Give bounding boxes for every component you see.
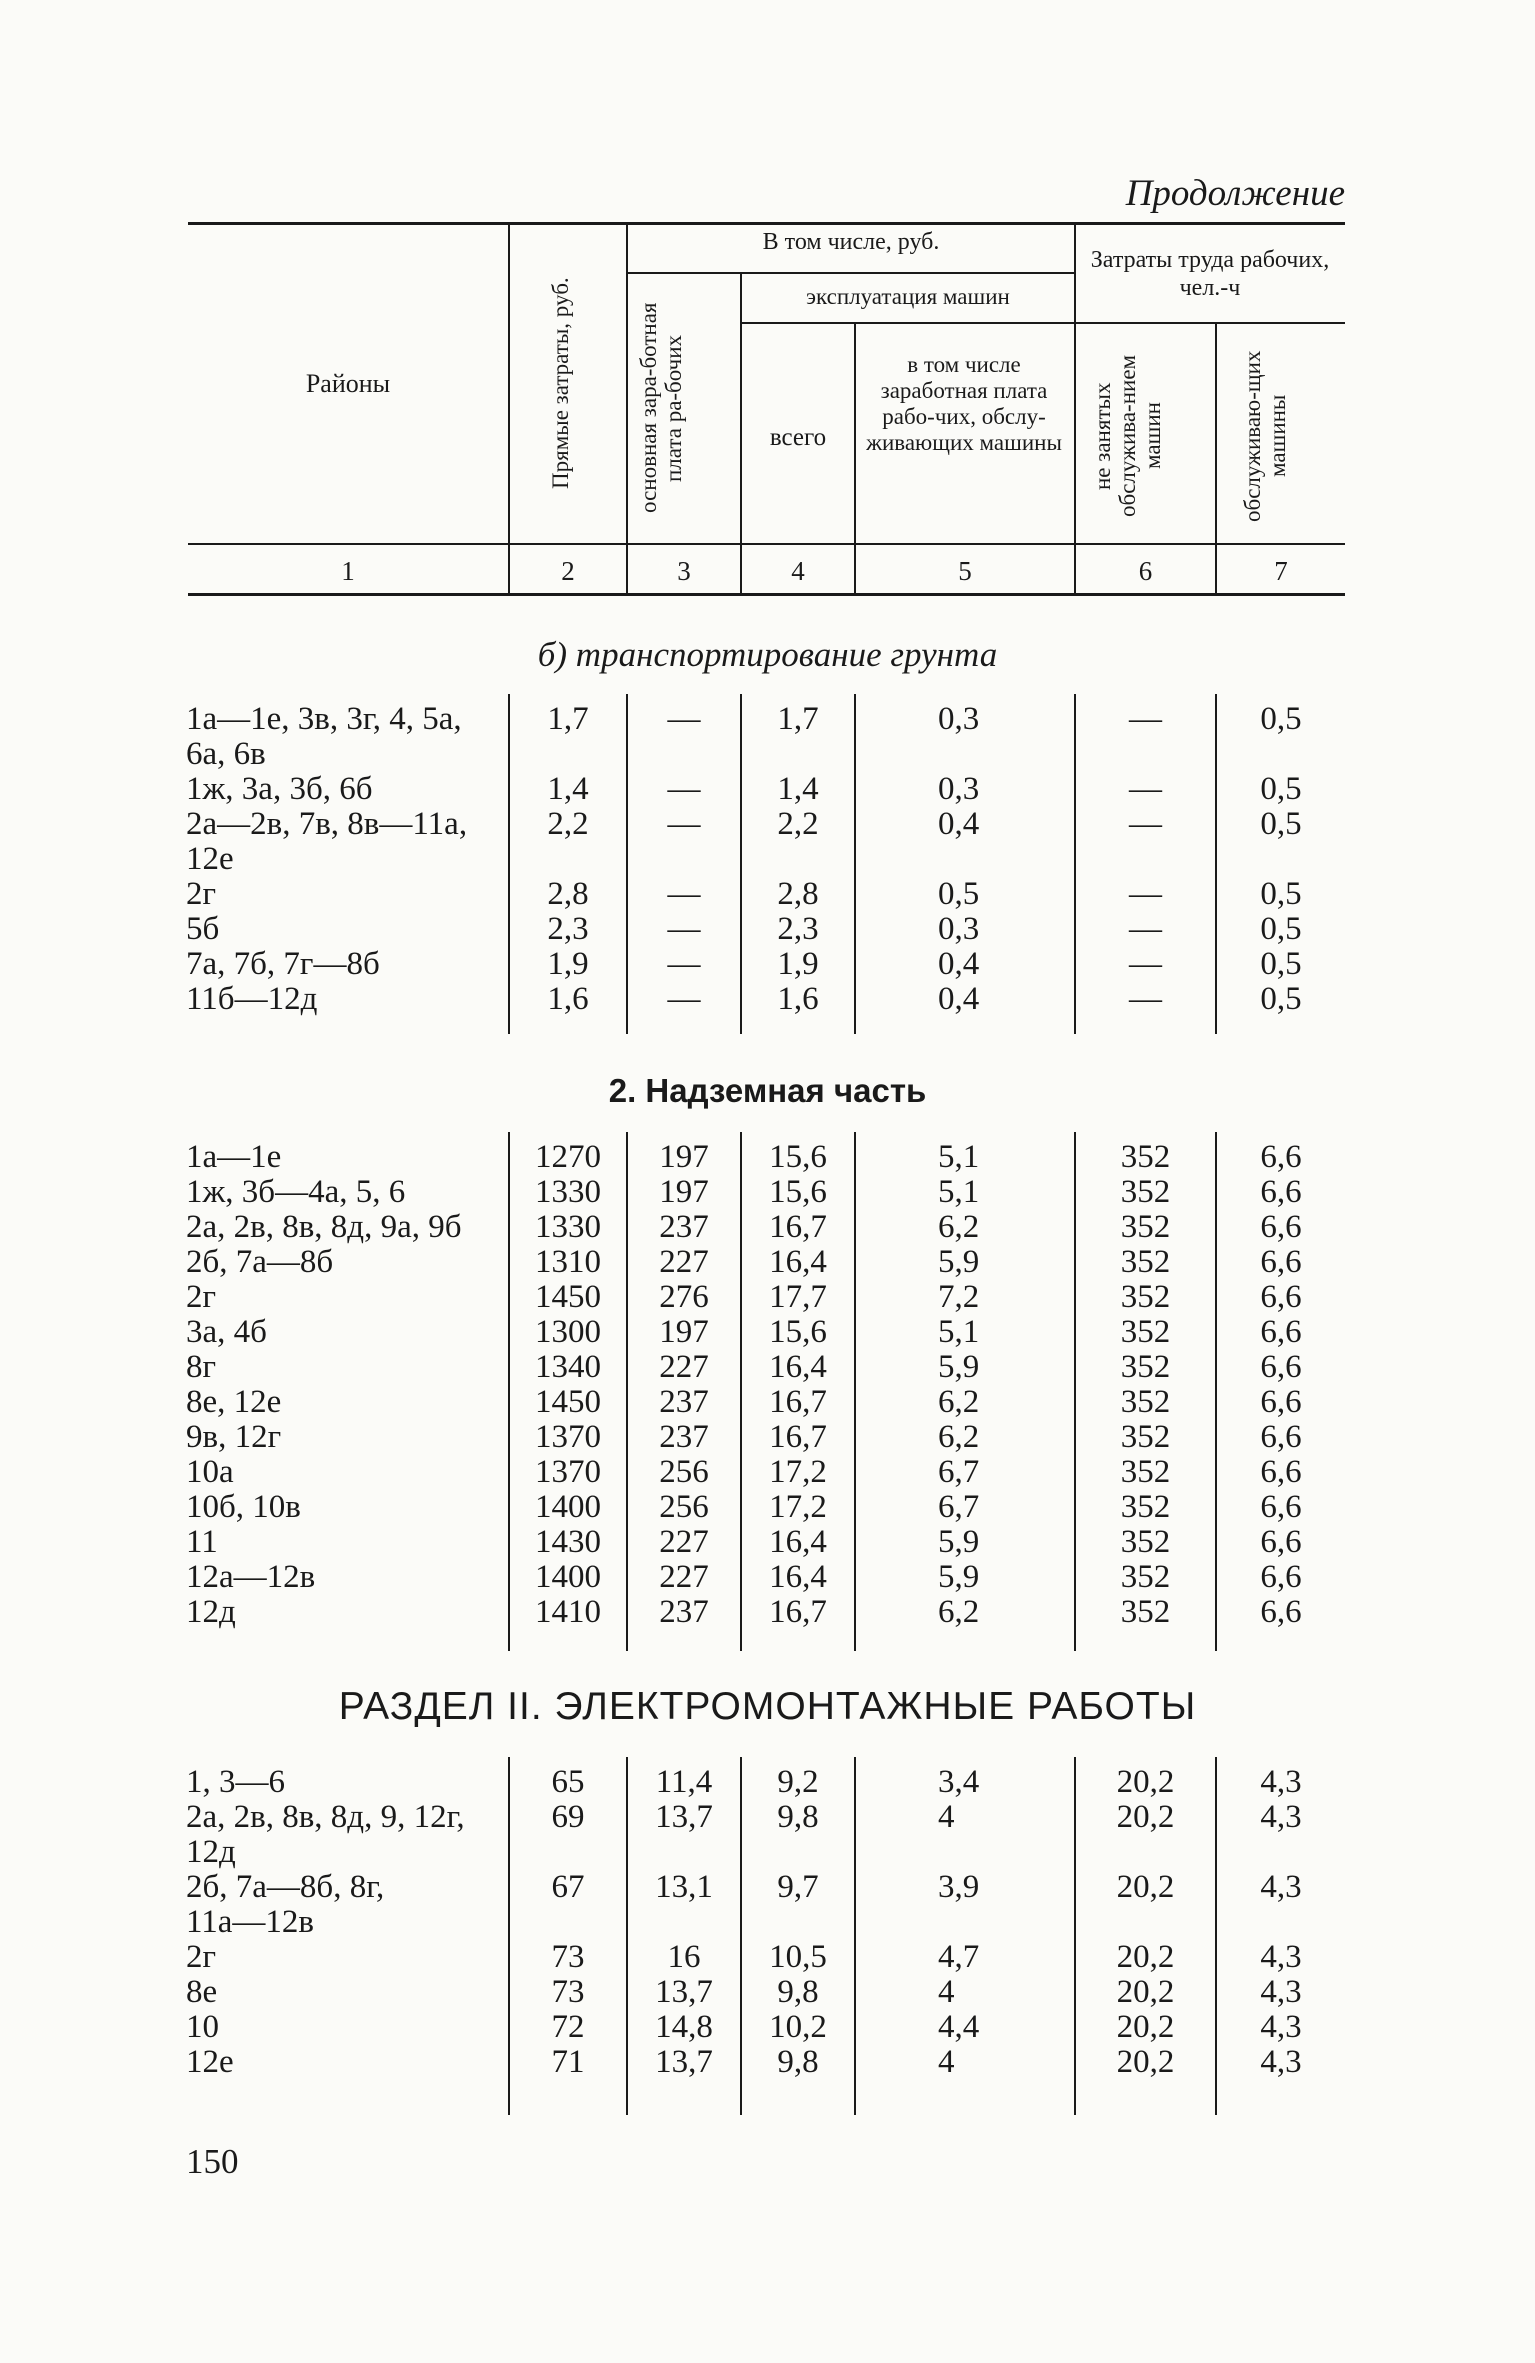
value-cell-col3: 14,8 [655, 2009, 713, 2045]
vrule-h5 [1074, 225, 1076, 593]
value-cell-col5: 0,3 [938, 771, 980, 807]
value-cell-col3: 237 [659, 1419, 709, 1455]
region-cell: 2а, 2в, 8в, 8д, 9а, 9б [186, 1209, 462, 1245]
value-cell-col7: 6,6 [1260, 1279, 1302, 1315]
value-cell-col2: 1330 [535, 1209, 601, 1245]
region-cell: 8г [186, 1349, 217, 1385]
region-cell: 11б—12д [186, 981, 318, 1017]
value-cell-col2: 73 [551, 1974, 585, 2010]
value-cell-col7: 6,6 [1260, 1384, 1302, 1420]
value-cell-col3: 227 [659, 1349, 709, 1385]
value-cell-col4: 16,7 [769, 1209, 827, 1245]
value-cell-col3: 227 [659, 1244, 709, 1280]
value-cell-col2: 65 [551, 1764, 585, 1800]
value-cell-col3: 13,1 [655, 1869, 713, 1905]
value-cell-col7: 0,5 [1260, 771, 1302, 807]
value-cell-col7: 0,5 [1260, 876, 1302, 912]
region-cell: 8е, 12е [186, 1384, 282, 1420]
value-cell-col7: 0,5 [1260, 806, 1302, 842]
region-cell: 1ж, 3а, 3б, 6б [186, 771, 373, 807]
value-cell-col4: 2,8 [777, 876, 819, 912]
value-cell-col6: 352 [1120, 1489, 1171, 1525]
value-cell-col5: 0,3 [938, 911, 980, 947]
col-direct-header: Прямые затраты, руб. [548, 277, 573, 489]
value-cell-col3: 227 [659, 1559, 709, 1595]
value-cell-col4: 16,7 [769, 1419, 827, 1455]
region-cell: 6а, 6в [186, 736, 266, 772]
value-cell-col6: — [1129, 806, 1162, 842]
section-title-above-ground: 2. Надземная часть [608, 1072, 927, 1109]
value-cell-col2: 1300 [535, 1314, 601, 1350]
region-cell: 8е [186, 1974, 218, 2010]
value-cell-col6: 352 [1120, 1279, 1171, 1315]
value-cell-col2: 72 [551, 2009, 585, 2045]
value-cell-col7: 0,5 [1260, 946, 1302, 982]
value-cell-col4: 17,2 [769, 1489, 827, 1525]
value-cell-col4: 1,4 [777, 771, 819, 807]
value-cell-col2: 1410 [535, 1594, 601, 1630]
value-cell-col5: 5,9 [938, 1559, 980, 1595]
value-cell-col4: 1,7 [777, 701, 819, 737]
value-cell-col2: 1430 [535, 1524, 601, 1560]
region-cell: 12е [186, 2044, 234, 2080]
value-cell-col3: 197 [659, 1139, 709, 1175]
col-number-4: 4 [791, 556, 805, 586]
value-cell-col2: 71 [551, 2044, 585, 2080]
col-regions-header: Районы [305, 369, 391, 398]
group-incl-header: В том числе, руб. [762, 229, 940, 255]
value-cell-col7: 6,6 [1260, 1489, 1302, 1525]
value-cell-col7: 6,6 [1260, 1349, 1302, 1385]
value-cell-col5: 5,1 [938, 1174, 980, 1210]
value-cell-col6: 20,2 [1116, 1799, 1175, 1835]
col-base-wage-header: основная зара-ботная плата ра-бочих [636, 302, 686, 514]
value-cell-col7: 6,6 [1260, 1139, 1302, 1175]
region-cell: 12е [186, 841, 234, 877]
header-rule-incl [628, 272, 1074, 274]
value-cell-col3: 11,4 [655, 1764, 713, 1800]
value-cell-col3: 237 [659, 1209, 709, 1245]
value-cell-col5: 4,7 [938, 1939, 980, 1975]
group-labor-header: Затраты труда рабочих, чел.-ч [1090, 247, 1330, 301]
section-title-transport: б) транспортирование грунта [537, 635, 998, 674]
value-cell-col3: — [667, 876, 701, 912]
value-cell-col6: 352 [1120, 1419, 1171, 1455]
value-cell-col6: 20,2 [1116, 1974, 1175, 2010]
value-cell-col5: 0,3 [938, 701, 980, 737]
value-cell-col6: — [1129, 876, 1162, 912]
region-cell: 10а [186, 1454, 234, 1490]
value-cell-col5: 6,2 [938, 1419, 980, 1455]
value-cell-col6: — [1129, 911, 1162, 947]
section-title-electro: РАЗДЕЛ II. ЭЛЕКТРОМОНТАЖНЫЕ РАБОТЫ [338, 1685, 1197, 1728]
value-cell-col7: 4,3 [1260, 2044, 1302, 2080]
value-cell-col3: 16 [667, 1939, 701, 1975]
value-cell-col6: 352 [1120, 1524, 1171, 1560]
value-cell-col6: 352 [1120, 1244, 1171, 1280]
value-cell-col3: 256 [659, 1454, 709, 1490]
value-cell-col4: 9,8 [777, 1974, 819, 2010]
header-rule-labor [1074, 322, 1345, 324]
value-cell-col5: 3,9 [938, 1869, 980, 1905]
value-cell-col6: — [1129, 981, 1162, 1017]
value-cell-col6: 20,2 [1116, 1764, 1175, 1800]
value-cell-col4: 16,7 [769, 1594, 827, 1630]
region-cell: 2б, 7а—8б, 8г, [186, 1869, 385, 1905]
value-cell-col5: 6,2 [938, 1209, 980, 1245]
value-cell-col2: 1310 [535, 1244, 601, 1280]
value-cell-col5: 0,4 [938, 981, 980, 1017]
page-number: 150 [186, 2142, 239, 2181]
region-cell: 5б [186, 911, 220, 947]
value-cell-col4: 16,4 [769, 1559, 827, 1595]
value-cell-col6: 20,2 [1116, 2009, 1175, 2045]
value-cell-col5: 0,4 [938, 806, 980, 842]
region-cell: 12а—12в [186, 1559, 316, 1595]
region-cell: 2г [186, 1279, 217, 1315]
table-top-rule [188, 222, 1345, 225]
value-cell-col2: 1270 [535, 1139, 601, 1175]
value-cell-col2: 69 [551, 1799, 585, 1835]
value-cell-col7: 0,5 [1260, 701, 1302, 737]
value-cell-col4: 16,4 [769, 1524, 827, 1560]
value-cell-col2: 1450 [535, 1279, 601, 1315]
value-cell-col6: 352 [1120, 1384, 1171, 1420]
value-cell-col7: 0,5 [1260, 911, 1302, 947]
value-cell-col6: 20,2 [1116, 2044, 1175, 2080]
value-cell-col4: 16,7 [769, 1384, 827, 1420]
value-cell-col7: 4,3 [1260, 1869, 1302, 1905]
col-number-3: 3 [677, 556, 691, 586]
value-cell-col5: 6,7 [938, 1489, 980, 1525]
value-cell-col4: 9,7 [777, 1869, 819, 1905]
value-cell-col5: 5,9 [938, 1524, 980, 1560]
header-bottom-rule [188, 543, 1345, 545]
value-cell-col5: 4,4 [938, 2009, 980, 2045]
value-cell-col2: 2,3 [547, 911, 589, 947]
value-cell-col2: 73 [551, 1939, 585, 1975]
value-cell-col2: 1,9 [547, 946, 589, 982]
region-cell: 3а, 4б [186, 1314, 267, 1350]
value-cell-col3: 256 [659, 1489, 709, 1525]
value-cell-col3: — [667, 701, 701, 737]
vrule-h2 [626, 225, 628, 593]
value-cell-col6: 352 [1120, 1594, 1171, 1630]
value-cell-col7: 6,6 [1260, 1314, 1302, 1350]
value-cell-col5: 4 [938, 2044, 955, 2080]
value-cell-col2: 2,8 [547, 876, 589, 912]
value-cell-col5: 7,2 [938, 1279, 980, 1315]
value-cell-col4: 9,8 [777, 2044, 819, 2080]
value-cell-col3: 276 [659, 1279, 709, 1315]
vrule-electro-4 [854, 1757, 856, 2115]
col-serving-header: обслуживаю-щих машины [1240, 350, 1290, 522]
region-cell: 7а, 7б, 7г—8б [186, 946, 380, 982]
value-cell-col4: 1,6 [777, 981, 819, 1017]
value-cell-col4: 15,6 [769, 1174, 827, 1210]
value-cell-col4: 17,2 [769, 1454, 827, 1490]
region-cell: 2а—2в, 7в, 8в—11а, [186, 806, 468, 842]
value-cell-col4: 16,4 [769, 1244, 827, 1280]
value-cell-col5: 0,4 [938, 946, 980, 982]
value-cell-col6: 352 [1120, 1454, 1171, 1490]
continuation-label: Продолжение [1125, 173, 1345, 214]
value-cell-col2: 1340 [535, 1349, 601, 1385]
value-cell-col7: 4,3 [1260, 1939, 1302, 1975]
region-cell: 11а—12в [186, 1904, 315, 1940]
value-cell-col7: 6,6 [1260, 1174, 1302, 1210]
value-cell-col5: 6,2 [938, 1594, 980, 1630]
value-cell-col7: 0,5 [1260, 981, 1302, 1017]
value-cell-col6: 352 [1120, 1209, 1171, 1245]
vrule-h1 [508, 225, 510, 593]
region-cell: 1а—1е, 3в, 3г, 4, 5а, [186, 701, 462, 737]
value-cell-col5: 6,2 [938, 1384, 980, 1420]
header-rule-machines [740, 322, 1074, 324]
value-cell-col2: 1,6 [547, 981, 589, 1017]
col-number-7: 7 [1274, 556, 1288, 586]
value-cell-col4: 10,5 [769, 1939, 827, 1975]
value-cell-col3: 13,7 [655, 1974, 713, 2010]
value-cell-col3: — [667, 771, 701, 807]
value-cell-col5: 5,1 [938, 1139, 980, 1175]
value-cell-col4: 9,8 [777, 1799, 819, 1835]
region-cell: 1ж, 3б—4а, 5, 6 [186, 1174, 406, 1210]
value-cell-col3: — [667, 911, 701, 947]
value-cell-col3: 237 [659, 1384, 709, 1420]
value-cell-col3: — [667, 946, 701, 982]
value-cell-col5: 5,9 [938, 1244, 980, 1280]
value-cell-col7: 6,6 [1260, 1454, 1302, 1490]
value-cell-col2: 1400 [535, 1489, 601, 1525]
value-cell-col6: — [1129, 946, 1162, 982]
region-cell: 12д [186, 1834, 236, 1870]
value-cell-col4: 9,2 [777, 1764, 819, 1800]
value-cell-col7: 6,6 [1260, 1524, 1302, 1560]
value-cell-col7: 6,6 [1260, 1559, 1302, 1595]
value-cell-col3: — [667, 806, 701, 842]
value-cell-col5: 4 [938, 1799, 955, 1835]
value-cell-col7: 6,6 [1260, 1419, 1302, 1455]
value-cell-col3: 197 [659, 1314, 709, 1350]
value-cell-col2: 1,7 [547, 701, 589, 737]
value-cell-col5: 6,7 [938, 1454, 980, 1490]
value-cell-col7: 4,3 [1260, 1974, 1302, 2010]
vrule-above-ground-4 [854, 1132, 856, 1651]
value-cell-col6: 20,2 [1116, 1939, 1175, 1975]
region-cell: 10б, 10в [186, 1489, 301, 1525]
value-cell-col6: 352 [1120, 1349, 1171, 1385]
region-cell: 2б, 7а—8б [186, 1244, 334, 1280]
vrule-h4 [854, 324, 856, 593]
group-machines-header: эксплуатация машин [806, 284, 1010, 309]
value-cell-col7: 4,3 [1260, 2009, 1302, 2045]
value-cell-col6: 352 [1120, 1314, 1171, 1350]
value-cell-col2: 1370 [535, 1419, 601, 1455]
region-cell: 1, 3—6 [186, 1764, 285, 1800]
value-cell-col5: 5,9 [938, 1349, 980, 1385]
region-cell: 11 [186, 1524, 218, 1560]
value-cell-col5: 4 [938, 1974, 955, 2010]
value-cell-col3: 13,7 [655, 1799, 713, 1835]
region-cell: 2г [186, 876, 217, 912]
value-cell-col4: 15,6 [769, 1139, 827, 1175]
col-number-1: 1 [341, 556, 355, 586]
value-cell-col6: 352 [1120, 1174, 1171, 1210]
value-cell-col5: 3,4 [938, 1764, 980, 1800]
col-machine-wage-header: в том числе заработная плата рабо-чих, обслу-живающих машины [866, 352, 1062, 455]
value-cell-col2: 1370 [535, 1454, 601, 1490]
region-cell: 1а—1е [186, 1139, 282, 1175]
col-not-serving-header: не занятых обслужива-нием машин [1090, 354, 1165, 518]
value-cell-col4: 15,6 [769, 1314, 827, 1350]
value-cell-col7: 6,6 [1260, 1594, 1302, 1630]
value-cell-col7: 6,6 [1260, 1209, 1302, 1245]
value-cell-col4: 10,2 [769, 2009, 827, 2045]
value-cell-col6: 352 [1120, 1139, 1171, 1175]
value-cell-col2: 1,4 [547, 771, 589, 807]
value-cell-col2: 67 [551, 1869, 585, 1905]
value-cell-col2: 1450 [535, 1384, 601, 1420]
value-cell-col6: — [1129, 701, 1162, 737]
col-number-2: 2 [561, 556, 575, 586]
region-cell: 10 [186, 2009, 219, 2045]
value-cell-col5: 0,5 [938, 876, 980, 912]
value-cell-col7: 4,3 [1260, 1799, 1302, 1835]
region-cell: 2г [186, 1939, 217, 1975]
value-cell-col2: 1330 [535, 1174, 601, 1210]
value-cell-col4: 2,2 [777, 806, 819, 842]
value-cell-col7: 4,3 [1260, 1764, 1302, 1800]
col-total-header: всего [769, 424, 827, 451]
value-cell-col7: 6,6 [1260, 1244, 1302, 1280]
value-cell-col2: 1400 [535, 1559, 601, 1595]
value-cell-col6: 352 [1120, 1559, 1171, 1595]
value-cell-col3: 227 [659, 1524, 709, 1560]
region-cell: 9в, 12г [186, 1419, 282, 1455]
value-cell-col5: 5,1 [938, 1314, 980, 1350]
value-cell-col4: 16,4 [769, 1349, 827, 1385]
value-cell-col2: 2,2 [547, 806, 589, 842]
value-cell-col3: — [667, 981, 701, 1017]
col-number-6: 6 [1138, 556, 1153, 586]
vrule-h6 [1215, 324, 1217, 593]
vrule-transport-4 [854, 694, 856, 1034]
col-number-5: 5 [958, 556, 972, 586]
col-numbers-rule [188, 593, 1345, 596]
value-cell-col6: 20,2 [1116, 1869, 1175, 1905]
value-cell-col4: 2,3 [777, 911, 819, 947]
region-cell: 2а, 2в, 8в, 8д, 9, 12г, [186, 1799, 465, 1835]
value-cell-col3: 237 [659, 1594, 709, 1630]
value-cell-col3: 197 [659, 1174, 709, 1210]
value-cell-col6: — [1129, 771, 1162, 807]
region-cell: 12д [186, 1594, 236, 1630]
value-cell-col3: 13,7 [655, 2044, 713, 2080]
value-cell-col4: 1,9 [777, 946, 819, 982]
value-cell-col4: 17,7 [769, 1279, 827, 1315]
